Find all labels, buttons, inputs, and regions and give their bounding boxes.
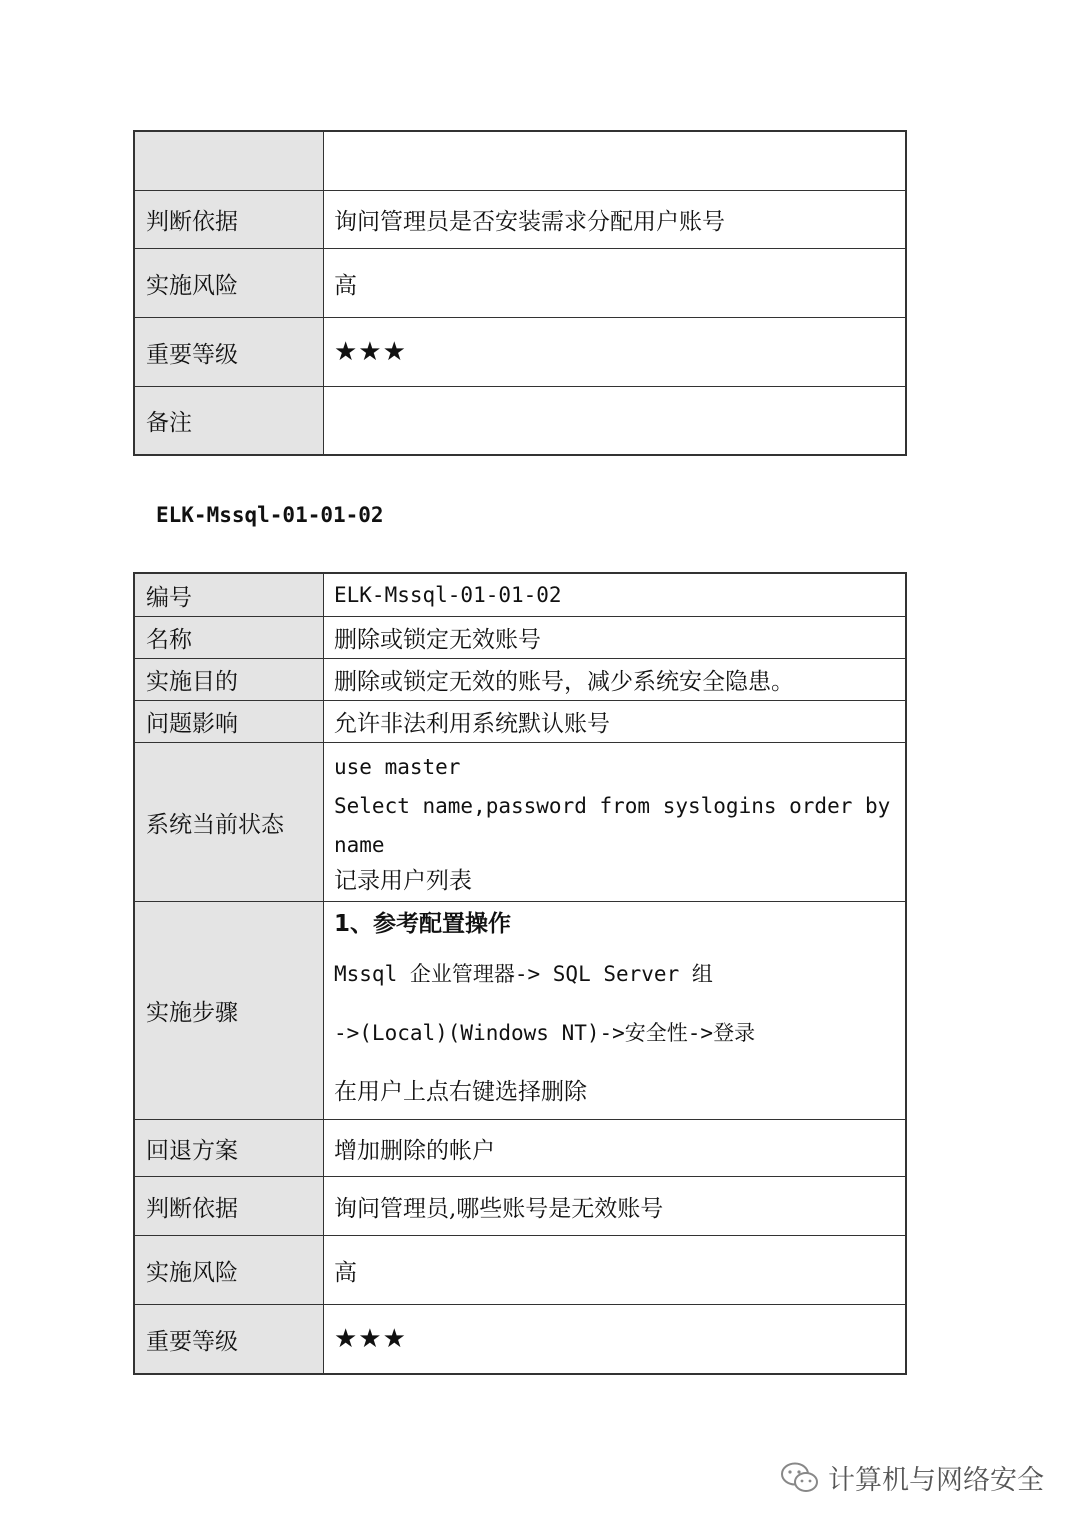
code-line: name bbox=[334, 832, 385, 857]
step-line: ->(Local)(Windows NT)->安全性->登录 bbox=[334, 1021, 756, 1045]
table-row bbox=[135, 616, 905, 658]
table-row bbox=[135, 248, 905, 317]
wechat-icon bbox=[780, 1461, 820, 1495]
code-line: use master bbox=[334, 754, 461, 779]
row-label: 实施风险 bbox=[135, 1236, 324, 1304]
watermark bbox=[780, 1458, 1044, 1497]
table-row bbox=[135, 386, 905, 454]
row-label: 回退方案 bbox=[135, 1120, 324, 1176]
row-value bbox=[324, 387, 905, 454]
row-value: 询问管理员是否安装需求分配用户账号 bbox=[334, 209, 725, 235]
row-label: 判断依据 bbox=[135, 1177, 324, 1235]
table-row bbox=[135, 1119, 905, 1176]
row-value: 允许非法利用系统默认账号 bbox=[334, 711, 610, 737]
row-value: 高 bbox=[334, 272, 357, 299]
row-label: 重要等级 bbox=[135, 318, 324, 386]
status-value bbox=[324, 743, 905, 901]
table-row bbox=[135, 317, 905, 386]
row-value: 增加删除的帐户 bbox=[334, 1137, 495, 1164]
step-line: Mssql 企业管理器-> SQL Server 组 bbox=[334, 962, 713, 986]
row-label: 系统当前状态 bbox=[135, 743, 324, 901]
table-2 bbox=[133, 572, 907, 1375]
row-label: 实施步骤 bbox=[135, 902, 324, 1119]
table-row bbox=[135, 742, 905, 901]
table-row bbox=[135, 1235, 905, 1304]
section-heading: ELK-Mssql-01-01-02 bbox=[156, 503, 384, 527]
row-value bbox=[324, 132, 905, 190]
row-label: 判断依据 bbox=[135, 191, 324, 248]
importance-stars: ★★★ bbox=[334, 337, 407, 367]
text-line: 记录用户列表 bbox=[334, 867, 472, 894]
row-value: 删除或锁定无效账号 bbox=[334, 627, 541, 653]
steps-title: 1、参考配置操作 bbox=[334, 911, 512, 937]
row-label: 实施目的 bbox=[135, 659, 324, 700]
row-label bbox=[135, 132, 324, 190]
watermark-text: 计算机与网络安全 bbox=[828, 1465, 1044, 1496]
row-value: 高 bbox=[334, 1259, 357, 1286]
step-line: 在用户上点右键选择删除 bbox=[334, 1079, 587, 1105]
table-1 bbox=[133, 130, 907, 456]
row-label: 重要等级 bbox=[135, 1305, 324, 1373]
row-value: 询问管理员,哪些账号是无效账号 bbox=[334, 1195, 664, 1222]
table-row bbox=[135, 658, 905, 700]
table-row bbox=[135, 901, 905, 1119]
table-row bbox=[135, 1176, 905, 1235]
steps-value bbox=[324, 902, 905, 1119]
row-label: 名称 bbox=[135, 617, 324, 658]
row-label: 问题影响 bbox=[135, 701, 324, 742]
row-label: 备注 bbox=[135, 387, 324, 454]
table-row bbox=[135, 700, 905, 742]
row-label: 编号 bbox=[135, 574, 324, 616]
table-row bbox=[135, 190, 905, 248]
table-row bbox=[135, 132, 905, 190]
row-label: 实施风险 bbox=[135, 249, 324, 317]
table-row bbox=[135, 574, 905, 616]
row-value: 删除或锁定无效的账号，减少系统安全隐患。 bbox=[334, 669, 794, 695]
importance-stars: ★★★ bbox=[334, 1324, 407, 1354]
row-value: ELK-Mssql-01-01-02 bbox=[334, 583, 562, 607]
code-line: Select name,password from syslogins order by bbox=[334, 793, 891, 818]
table-row bbox=[135, 1304, 905, 1373]
